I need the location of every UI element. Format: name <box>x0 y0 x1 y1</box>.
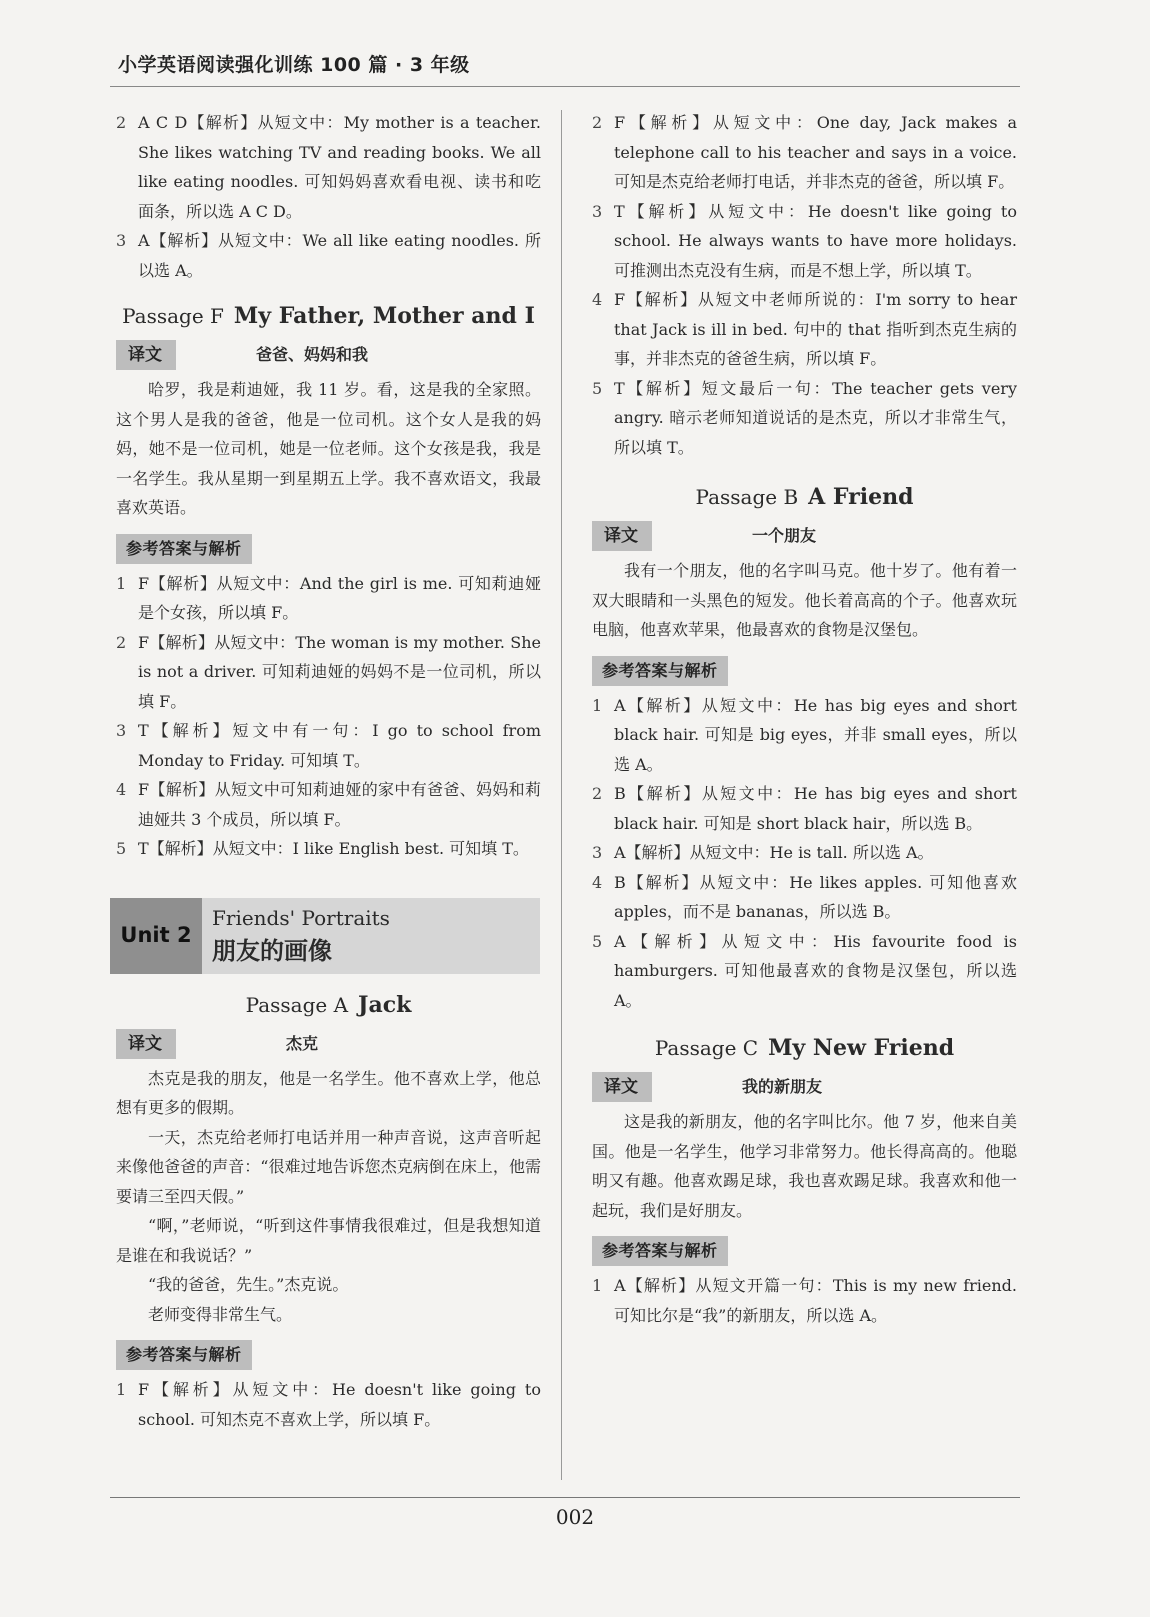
item-number: 2 <box>592 784 603 803</box>
item-text: A【解析】从短文中：We all like eating noodles. 所以选 A。 <box>138 231 541 280</box>
answers-tag: 参考答案与解析 <box>592 1236 728 1266</box>
unit-english-title: Friends' Portraits <box>212 905 390 930</box>
item-text: F【解析】从短文中老师所说的：I'm sorry to hear that Jack is ill in bed. 句中的 that 指听到杰克生病的事，并非杰克的爸爸生病，所以填 F。 <box>614 290 1017 368</box>
answers-tag: 参考答案与解析 <box>592 656 728 686</box>
translation-tag: 译文 <box>116 340 176 370</box>
unit-label: Unit 2 <box>110 898 202 974</box>
answer-item <box>116 226 541 285</box>
answer-item <box>592 868 1017 927</box>
column-divider <box>561 110 562 1480</box>
item-text: F【解析】从短文中可知莉迪娅的家中有爸爸、妈妈和莉迪娅共 3 个成员，所以填 F。 <box>138 780 541 829</box>
answers-header <box>592 1235 1017 1267</box>
passage-label: Passage F <box>122 304 224 328</box>
answers-header <box>116 533 541 565</box>
translation-paragraph: 杰克是我的朋友，他是一名学生。他不喜欢上学，他总想有更多的假期。 <box>116 1068 541 1117</box>
unit-banner <box>110 898 540 974</box>
passage-f-title <box>116 299 541 333</box>
translation-paragraph: “我的爸爸，先生。”杰克说。 <box>148 1275 349 1294</box>
item-number: 3 <box>592 201 603 221</box>
translation-paragraph: 这是我的新朋友，他的名字叫比尔。他 7 岁，他来自美国。他是一名学生，他学习非常努力。他长得高高的。他聪明又有趣。他喜欢踢足球，我也喜欢踢足球。我喜欢和他一起玩，我们是好朋友。 <box>592 1112 1017 1220</box>
item-number: 3 <box>116 231 127 250</box>
translation-paragraph: “啊，”老师说，“听到这件事情我很难过，但是我想知道是谁在和我说话？” <box>116 1216 541 1265</box>
translation-header <box>116 339 541 371</box>
passage-english-title: My New Friend <box>768 1035 955 1061</box>
answer-item <box>116 834 541 864</box>
answer-item <box>592 691 1017 780</box>
item-number: 1 <box>592 695 603 715</box>
item-text: A【解析】从短文中：He is tall. 所以选 A。 <box>614 843 934 862</box>
item-text: T【解析】短文中有一句：I go to school from Monday to Friday. 可知填 T。 <box>138 721 541 770</box>
passage-c-title <box>592 1031 1017 1065</box>
passage-label: Passage A <box>245 992 349 1017</box>
header-rule <box>110 86 1020 87</box>
answer-item <box>116 775 541 834</box>
passage-label: Passage B <box>695 485 799 509</box>
passage-english-title: Jack <box>358 991 412 1018</box>
item-number: 3 <box>116 721 127 740</box>
item-text: A C D【解析】从短文中：My mother is a teacher. She likes watching TV and reading books. We all like eating noodles. 可知妈妈喜欢看电视、读书和吃面条，所以选 A C D。 <box>138 113 541 221</box>
item-text: A【解析】从短文中：His favourite food is hamburgers. 可知他最喜欢的食物是汉堡包，所以选 A。 <box>614 931 1017 1010</box>
item-text: F【解析】从短文中：And the girl is me. 可知莉迪娅是个女孩，所以填 F。 <box>138 573 541 622</box>
item-text: A【解析】从短文中：He has big eyes and short black hair. 可知是 big eyes，并非 small eyes，所以选 A。 <box>614 695 1017 774</box>
answer-item <box>592 285 1017 374</box>
item-number: 2 <box>116 632 127 652</box>
answer-item <box>592 838 1017 868</box>
translation-tag: 译文 <box>592 1072 652 1102</box>
translation-paragraph: 哈罗，我是莉迪娅，我 11 岁。看，这是我的全家照。这个男人是我的爸爸，他是一位司机。这个女人是我的妈妈，她不是一位司机，她是一位老师。这个女孩是我，我是一名学生。我从星期一到星期五上学。我不喜欢语文，我最喜欢英语。 <box>116 380 541 517</box>
translation-paragraph: 我有一个朋友，他的名字叫马克。他十岁了。他有着一双大眼睛和一头黑色的短发。他长着高高的个子。他喜欢玩电脑，他喜欢苹果，他最喜欢的食物是汉堡包。 <box>592 561 1017 639</box>
right-column <box>592 108 1017 1330</box>
item-number: 5 <box>116 839 127 858</box>
passage-label: Passage C <box>654 1036 759 1060</box>
translation-header <box>592 520 1017 552</box>
item-number: 2 <box>592 113 603 132</box>
translation-tag: 译文 <box>116 1029 176 1059</box>
translation-header <box>592 1071 1017 1103</box>
item-number: 1 <box>116 573 127 593</box>
passage-b-title <box>592 480 1017 514</box>
answer-item <box>116 716 541 775</box>
translation-title: 杰克 <box>286 1033 319 1053</box>
answer-item <box>592 197 1017 286</box>
answer-item <box>116 569 541 628</box>
answer-item <box>592 779 1017 838</box>
item-text: F【解析】从短文中：One day, Jack makes a telephone call to his teacher and says in a voice. 可知是杰克给老师打电话，并非杰克的爸爸，所以填 F。 <box>614 113 1017 191</box>
item-number: 3 <box>592 843 603 862</box>
item-text: A【解析】从短文开篇一句：This is my new friend. 可知比尔是“我”的新朋友，所以选 A。 <box>614 1276 1017 1325</box>
item-number: 1 <box>116 1380 127 1399</box>
answers-header <box>116 1339 541 1371</box>
item-text: B【解析】从短文中：He has big eyes and short black hair. 可知是 short black hair，所以选 B。 <box>614 784 1017 833</box>
item-text: F【解析】从短文中：He doesn't like going to school. 可知杰克不喜欢上学，所以填 F。 <box>138 1380 541 1429</box>
translation-tag: 译文 <box>592 521 652 551</box>
translation-header <box>116 1028 541 1060</box>
answer-item <box>116 108 541 226</box>
answers-tag: 参考答案与解析 <box>116 534 252 564</box>
translation-title: 一个朋友 <box>752 526 817 546</box>
answer-item <box>116 628 541 717</box>
item-number: 5 <box>592 931 603 951</box>
item-number: 4 <box>116 780 127 799</box>
page-number: 002 <box>555 1505 595 1529</box>
unit-title <box>202 898 540 974</box>
answers-header <box>592 655 1017 687</box>
passage-a-title <box>116 988 541 1022</box>
item-number: 5 <box>592 378 603 398</box>
item-text: T【解析】从短文中：He doesn't like going to school. He always wants to have more holidays. 可推测出杰克没有生病，而是不想上学，所以填 T。 <box>614 201 1017 280</box>
answer-item <box>592 374 1017 463</box>
unit-chinese-title: 朋友的画像 <box>212 936 332 965</box>
item-text: T【解析】短文最后一句：The teacher gets very angry. 暗示老师知道说话的是杰克，所以才非常生气，所以填 T。 <box>614 378 1017 457</box>
answers-tag: 参考答案与解析 <box>116 1340 252 1370</box>
item-text: B【解析】从短文中：He likes apples. 可知他喜欢 apples，而不是 bananas，所以选 B。 <box>614 872 1017 921</box>
passage-english-title: A Friend <box>808 484 914 510</box>
translation-paragraph: 一天，杰克给老师打电话并用一种声音说，这声音听起来像他爸爸的声音：“很难过地告诉您杰克病倒在床上，他需要请三至四天假。” <box>116 1127 541 1206</box>
left-column <box>116 108 541 1434</box>
item-number: 4 <box>592 872 603 892</box>
translation-title: 我的新朋友 <box>742 1077 823 1097</box>
item-number: 4 <box>592 290 603 309</box>
footer-rule <box>110 1497 1020 1498</box>
item-number: 2 <box>116 113 127 132</box>
answer-item <box>592 927 1017 1016</box>
translation-paragraph: 老师变得非常生气。 <box>148 1304 293 1324</box>
item-text: T【解析】从短文中：I like English best. 可知填 T。 <box>138 839 529 858</box>
item-number: 1 <box>592 1276 603 1295</box>
answer-item <box>116 1375 541 1434</box>
item-text: F【解析】从短文中：The woman is my mother. She is not a driver. 可知莉迪娅的妈妈不是一位司机，所以填 F。 <box>138 632 541 711</box>
translation-title: 爸爸、妈妈和我 <box>256 345 369 365</box>
page-header-title: 小学英语阅读强化训练 100 篇 · 3 年级 <box>118 54 470 76</box>
passage-english-title: My Father, Mother and I <box>233 303 535 329</box>
answer-item <box>592 108 1017 197</box>
answer-item <box>592 1271 1017 1330</box>
